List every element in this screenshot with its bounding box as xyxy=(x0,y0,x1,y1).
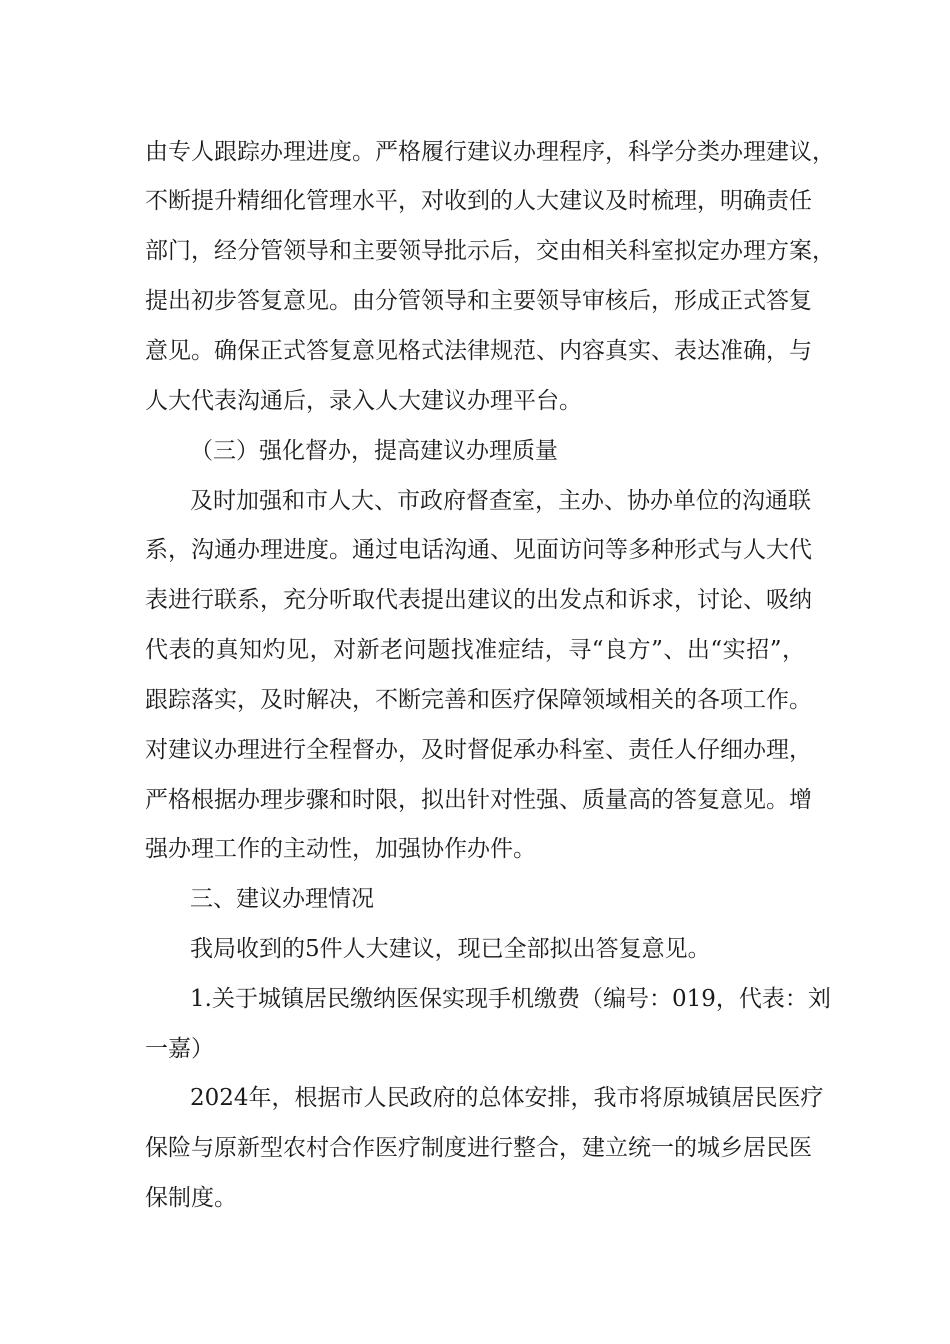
paragraph-line: 2024年，根据市人民政府的总体安排，我市将原城镇居民医疗 xyxy=(190,1085,824,1111)
paragraph-line: 系，沟通办理进度。通过电话沟通、见面访问等多种形式与人大代 xyxy=(145,537,812,563)
paragraph-line: 表进行联系，充分听取代表提出建议的出发点和诉求，讨论、吸纳 xyxy=(145,587,812,613)
section-heading: 三、建议办理情况 xyxy=(190,886,374,912)
paragraph-line: 代表的真知灼见，对新老问题找准症结，寻“良方”、出“实招”， xyxy=(145,637,805,663)
paragraph-line: 保险与原新型农村合作医疗制度进行整合，建立统一的城乡居民医 xyxy=(145,1135,812,1161)
paragraph-line: 提出初步答复意见。由分管领导和主要领导审核后，形成正式答复 xyxy=(145,288,812,314)
paragraph-line: 对建议办理进行全程督办，及时督促承办科室、责任人仔细办理， xyxy=(145,737,812,763)
paragraph-line: 跟踪落实，及时解决，不断完善和医疗保障领域相关的各项工作。 xyxy=(145,687,812,713)
paragraph-line: 由专人跟踪办理进度。严格履行建议办理程序，科学分类办理建议， xyxy=(145,139,835,165)
paragraph-line: 及时加强和市人大、市政府督查室，主办、协办单位的沟通联 xyxy=(190,488,811,514)
paragraph-line: 我局收到的5件人大建议，现已全部拟出答复意见。 xyxy=(190,936,711,962)
paragraph-line: 不断提升精细化管理水平，对收到的人大建议及时梳理，明确责任 xyxy=(145,188,812,214)
item-heading: 一嘉） xyxy=(145,1036,214,1062)
paragraph-line: 强办理工作的主动性，加强协作办件。 xyxy=(145,836,536,862)
section-heading: （三）强化督办，提高建议办理质量 xyxy=(190,438,558,464)
paragraph-line: 严格根据办理步骤和时限，拟出针对性强、质量高的答复意见。增 xyxy=(145,787,812,813)
paragraph-line: 部门，经分管领导和主要领导批示后，交由相关科室拟定办理方案， xyxy=(145,238,835,264)
item-heading: 1.关于城镇居民缴纳医保实现手机缴费（编号：019，代表：刘 xyxy=(190,986,831,1012)
paragraph-line: 意见。确保正式答复意见格式法律规范、内容真实、表达准确，与 xyxy=(145,338,812,364)
paragraph-line: 人大代表沟通后，录入人大建议办理平台。 xyxy=(145,388,582,414)
paragraph-line: 保制度。 xyxy=(145,1185,237,1211)
